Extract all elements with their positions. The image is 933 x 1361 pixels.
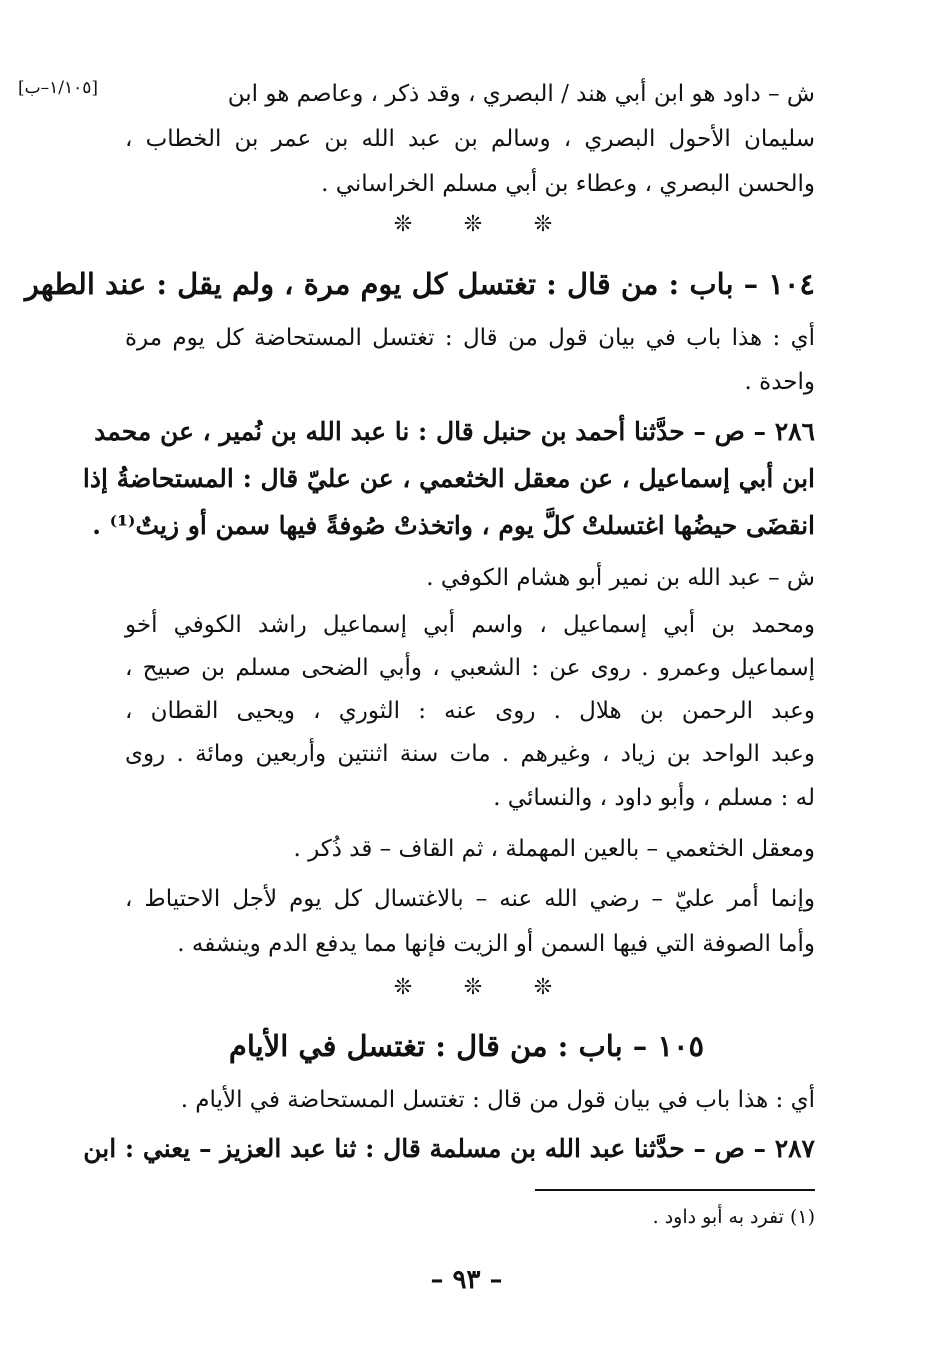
text-line-5: أي : هذا باب في بيان قول من قال : تغتسل المستحاضة كل يوم مرة (125, 325, 815, 351)
text-line-16: ومعقل الخثعمي – بالعين المهملة ، ثم القاف – قد ذُكر . (293, 836, 815, 862)
section-separator (368, 975, 578, 1000)
text-line-6: واحدة . (744, 369, 815, 395)
text-line-1: ش – داود هو ابن أبي هند / البصري ، وقد ذكر ، وعاصم هو ابن (227, 81, 815, 107)
text-line-10: ش – عبد الله بن نمير أبو هشام الكوفي . (426, 565, 815, 591)
chapter-heading-105: ١٠٥ – باب : من قال : تغتسل في الأيام (228, 1029, 705, 1063)
text-line-11: ومحمد بن أبي إسماعيل ، واسم أبي إسماعيل راشد الكوفي أخو (125, 612, 815, 638)
text-line-14: وعبد الواحد بن زياد ، وغيرهم . مات سنة اثنتين وأربعين ومائة . روى (125, 741, 815, 767)
separator-star: ❊ (393, 212, 413, 237)
text-line-18: وأما الصوفة التي فيها السمن أو الزيت فإنها مما يدفع الدم وينشفه . (177, 931, 815, 957)
separator-star: ❊ (463, 975, 483, 1000)
footnote: (١) تفرد به أبو داود . (652, 1206, 815, 1228)
text-line-13: وعبد الرحمن بن هلال . روى عنه : الثوري ، ويحيى القطان ، (125, 698, 815, 724)
separator-star: ❊ (533, 212, 553, 237)
hadith-287-line-1: ٢٨٧ – ص – حدَّثنا عبد الله بن مسلمة قال : ثنا عبد العزيز – يعني : ابن (83, 1134, 815, 1163)
text-line-20: أي : هذا باب في بيان قول من قال : تغتسل المستحاضة في الأيام . (180, 1087, 815, 1113)
text-line-17: وإنما أمر عليّ – رضي الله عنه – بالاغتسال كل يوم لأجل الاحتياط ، (125, 886, 815, 912)
hadith-286-line-1: ٢٨٦ – ص – حدَّثنا أحمد بن حنبل قال : نا عبد الله بن نُمير ، عن محمد (94, 417, 815, 446)
text-line-2: سليمان الأحول البصري ، وسالم بن عبد الله بن عمر بن الخطاب ، (125, 126, 815, 152)
text-line-12: إسماعيل وعمرو . روى عن : الشعبي ، وأبي الضحى مسلم بن صبيح ، (125, 655, 815, 681)
hadith-286-line-3: انقضَى حيضُها اغتسلتْ كلَّ يوم ، واتخذتْ صُوفةً فيها سمن أو زيتٌ⁽¹⁾ . (92, 511, 815, 540)
separator-star: ❊ (463, 212, 483, 237)
separator-star: ❊ (393, 975, 413, 1000)
hadith-286-line-2: ابن أبي إسماعيل ، عن معقل الخثعمي ، عن عليّ قال : المستحاضةُ إذا (82, 464, 815, 493)
page-number: – ٩٣ – (430, 1265, 503, 1295)
footnote-divider (535, 1189, 815, 1191)
section-separator (368, 212, 578, 237)
separator-star: ❊ (533, 975, 553, 1000)
text-line-15: له : مسلم ، وأبو داود ، والنسائي . (493, 785, 815, 811)
manuscript-folio-note: [١/١٠٥–ب] (18, 78, 99, 98)
chapter-heading-104: ١٠٤ – باب : من قال : تغتسل كل يوم مرة ، ولم يقل : عند الطهر (24, 267, 815, 301)
text-line-3: والحسن البصري ، وعطاء بن أبي مسلم الخراساني . (321, 171, 815, 197)
